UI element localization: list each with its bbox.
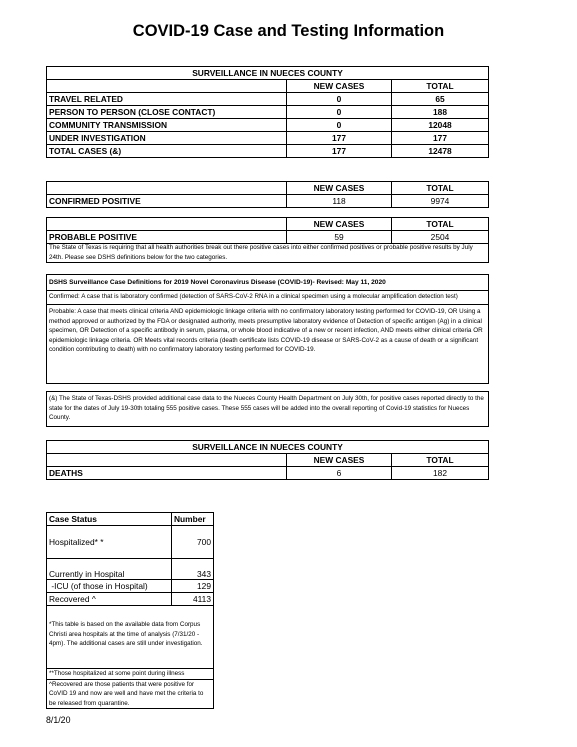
confirmed-total: 9974 (392, 195, 489, 208)
page-title: COVID-19 Case and Testing Information (132, 22, 445, 40)
col-new-cases: NEW CASES (287, 182, 392, 195)
confirmed-table (46, 181, 489, 208)
row-total: 177 (392, 132, 489, 145)
status-value: 343 (172, 559, 214, 580)
table-row (47, 145, 489, 158)
row-new: 0 (287, 119, 392, 132)
report-date: 8/1/20 (46, 715, 71, 725)
table-row (47, 580, 214, 593)
col-case-status: Case Status (47, 513, 172, 526)
ampersand-note: (&) The State of Texas-DSHS provided additional case data to the Nueces County Health Department on July 30th, for positive cases reported directly to the state for the dates of July 19-30th totaling 555 positive cases. These 555 cases will be added into the overall reporting of Covid-19 statistics for Nueces County. (46, 391, 489, 427)
row-new: 0 (287, 106, 392, 119)
row-label: TOTAL CASES (&) (47, 145, 287, 158)
row-total: 12478 (392, 145, 489, 158)
blank-header (47, 454, 287, 467)
table-row (47, 93, 489, 106)
definitions-heading: DSHS Surveillance Case Definitions for 2019 Novel Coronavirus Disease (COVID-19)- Revised: May 11, 2020 (47, 275, 488, 291)
table-row (47, 106, 489, 119)
status-value: 700 (172, 526, 214, 559)
blank-header (47, 80, 287, 93)
row-total: 65 (392, 93, 489, 106)
confirmed-new: 118 (287, 195, 392, 208)
status-label: Hospitalized* * (47, 526, 172, 559)
probable-label: PROBABLE POSITIVE (47, 231, 287, 244)
surveillance-table (46, 66, 489, 158)
footnote-recovered: ^Recovered are those patients that were positive for CoVID 19 and now are well and have met the criteria to be released from quarantine. (47, 679, 214, 709)
table-row (47, 593, 214, 606)
probable-new: 59 (287, 231, 392, 244)
case-status-table (46, 512, 214, 709)
footnote-hospital-data: *This table is based on the available data from Corpus Christi area hospitals at the time of analysis (7/31/20 - 4pm). The additional cases are still under investigation. (47, 606, 214, 669)
table-row (47, 526, 214, 559)
col-total: TOTAL (392, 80, 489, 93)
deaths-label: DEATHS (47, 467, 287, 480)
row-new: 177 (287, 145, 392, 158)
row-label: TRAVEL RELATED (47, 93, 287, 106)
confirmed-label: CONFIRMED POSITIVE (47, 195, 287, 208)
definitions-box (46, 274, 489, 384)
blank-header (47, 218, 287, 231)
probable-total: 2504 (392, 231, 489, 244)
confirmed-definition: Confirmed: A case that is laboratory confirmed (detection of SARS-CoV-2 RNA in a clinical specimen using a molecular amplification detection test) (47, 291, 488, 306)
table-row (47, 119, 489, 132)
col-total: TOTAL (392, 454, 489, 467)
row-new: 177 (287, 132, 392, 145)
status-value: 4113 (172, 593, 214, 606)
row-total: 188 (392, 106, 489, 119)
col-new-cases: NEW CASES (287, 218, 392, 231)
surveillance-heading: SURVEILLANCE IN NUECES COUNTY (47, 67, 489, 80)
deaths-new: 6 (287, 467, 392, 480)
deaths-table (46, 440, 489, 480)
status-label: -ICU (of those in Hospital) (47, 580, 172, 593)
row-new: 0 (287, 93, 392, 106)
blank-header (47, 182, 287, 195)
probable-definition: Probable: A case that meets clinical criteria AND epidemiologic linkage criteria with no confirmatory laboratory testing performed for COVID-19, OR Using a method approved or authorized by the FDA or designated authority, meets presumptive laboratory evidence of Detection of specific antigen (Ag) in a clinical specimen, OR Detection of a specific antibody in serum, plasma, or whole blood indicative of a new or recent infection, AND meets either clinical criteria OR epidemiologic linkage criteria. OR Meets vital records criteria (death certificate lists COVID-19 disease or SARS-CoV-2 as a cause of death or a significant condition contributing to death) with no confirmatory laboratory testing performed for COVID-19. (49, 308, 483, 353)
row-total: 12048 (392, 119, 489, 132)
status-label: Recovered ^ (47, 593, 172, 606)
deaths-heading: SURVEILLANCE IN NUECES COUNTY (47, 441, 489, 454)
status-value: 129 (172, 580, 214, 593)
row-label: COMMUNITY TRANSMISSION (47, 119, 287, 132)
table-row (47, 559, 214, 580)
footnote-hospitalized: **Those hospitalized at some point during illness (47, 669, 214, 680)
col-new-cases: NEW CASES (287, 80, 392, 93)
deaths-total: 182 (392, 467, 489, 480)
probable-table (46, 217, 489, 244)
col-total: TOTAL (392, 182, 489, 195)
row-label: UNDER INVESTIGATION (47, 132, 287, 145)
table-row (47, 132, 489, 145)
status-label: Currently in Hospital (47, 559, 172, 580)
col-new-cases: NEW CASES (287, 454, 392, 467)
col-number: Number (172, 513, 214, 526)
probable-note: The State of Texas is requiring that all health authorities break out there positive cases into either confirmed positives or probable positive results by July 24th. Please see DSHS definitions below for the two categories. (46, 243, 489, 263)
row-label: PERSON TO PERSON (CLOSE CONTACT) (47, 106, 287, 119)
col-total: TOTAL (392, 218, 489, 231)
